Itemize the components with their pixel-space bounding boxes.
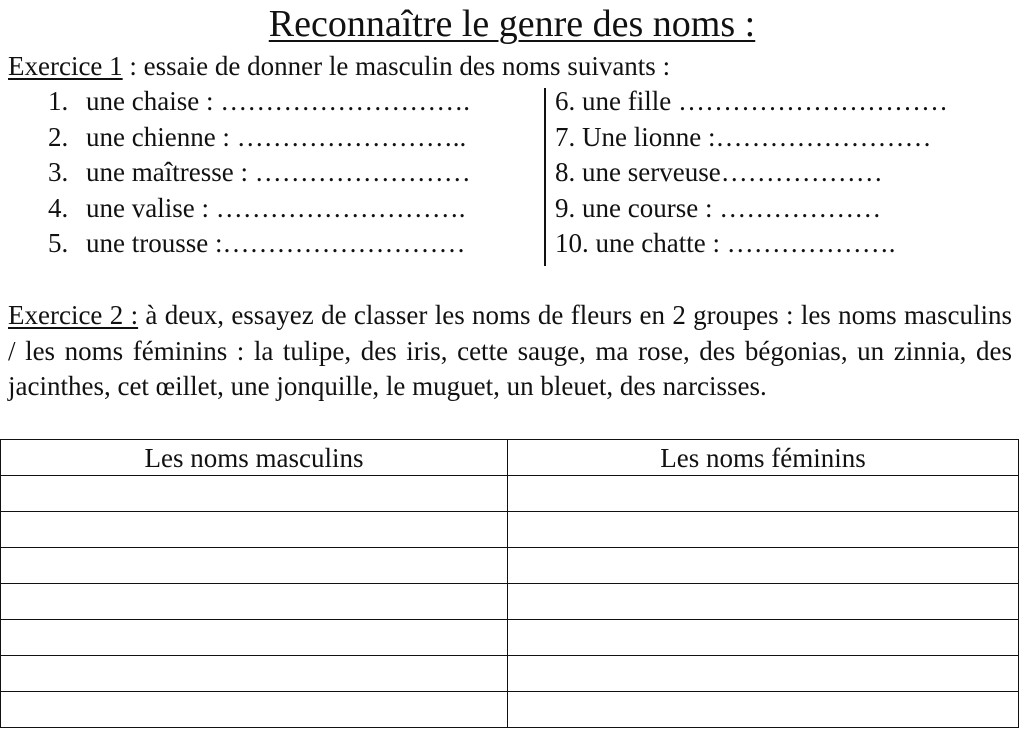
exercise-1-item[interactable] xyxy=(48,120,538,156)
exercise-1-item[interactable]: 9. une course : ……………… xyxy=(555,192,882,223)
column-divider xyxy=(544,88,546,266)
exercise-1-item[interactable]: 6. une fille ………………………… xyxy=(555,86,948,116)
exercise-1-item[interactable] xyxy=(48,226,538,262)
table-row xyxy=(1,620,1019,656)
item-text: une chaise : ………………………. xyxy=(86,86,470,116)
table-row xyxy=(1,656,1019,692)
table-header-row xyxy=(1,440,1019,476)
feminine-answer-cell[interactable] xyxy=(508,692,1019,728)
item-text: une chienne : …………………….. xyxy=(86,121,467,152)
feminine-answer-cell[interactable] xyxy=(508,512,1019,548)
feminine-answer-cell[interactable] xyxy=(508,620,1019,656)
exercise-2-paragraph xyxy=(8,298,1012,405)
masculine-answer-cell[interactable] xyxy=(1,476,508,512)
masculine-answer-cell[interactable] xyxy=(1,620,508,656)
exercise-1-instruction: : essaie de donner le masculin des noms suivants : xyxy=(122,51,671,81)
exercise-1-item[interactable]: 10. une chatte : ………………. xyxy=(555,228,896,258)
exercise-1-item[interactable]: 7. Une lionne :…………………… xyxy=(555,121,932,152)
exercise-1-item[interactable]: 8. une serveuse……………… xyxy=(555,157,883,187)
masculine-answer-cell[interactable] xyxy=(1,656,508,692)
header-masculine: Les noms masculins xyxy=(1,440,508,476)
classification-table xyxy=(0,439,1019,728)
masculine-answer-cell[interactable] xyxy=(1,692,508,728)
table-body xyxy=(1,476,1019,728)
item-number: 2. xyxy=(48,121,69,152)
item-number: 3. xyxy=(48,157,69,187)
table-row xyxy=(1,584,1019,620)
item-number: 1. xyxy=(48,86,69,116)
exercise-1-label: Exercice 1 xyxy=(8,51,123,81)
header-feminine: Les noms féminins xyxy=(508,440,1019,476)
table-row xyxy=(1,476,1019,512)
feminine-answer-cell[interactable] xyxy=(508,476,1019,512)
exercise-1-item[interactable] xyxy=(48,191,538,227)
item-text: une maîtresse : …………………… xyxy=(86,157,471,187)
exercise-1-item[interactable] xyxy=(48,155,538,191)
table-row xyxy=(1,692,1019,728)
page-title: Reconnaître le genre des noms : xyxy=(268,3,756,45)
item-text: une valise : ………………………. xyxy=(86,192,466,223)
exercise-1-list-left xyxy=(48,84,538,262)
item-text: une trousse :……………………… xyxy=(86,228,466,258)
masculine-answer-cell[interactable] xyxy=(1,512,508,548)
masculine-answer-cell[interactable] xyxy=(1,548,508,584)
exercise-1-heading xyxy=(8,50,670,82)
table-row xyxy=(1,548,1019,584)
exercise-2-instruction: à deux, essayez de classer les noms de fleurs en 2 groupes : les noms masculins / les noms féminins : la tulipe, des iris, cette sauge, ma rose, des bégonias, un zinnia, des jacinthes, cet œillet, une jonquille, le muguet, un bleuet, des narcisses. xyxy=(8,300,1012,401)
item-number: 5. xyxy=(48,228,69,258)
masculine-answer-cell[interactable] xyxy=(1,584,508,620)
exercise-2-label: Exercice 2 : xyxy=(8,300,139,330)
table-row xyxy=(1,512,1019,548)
exercise-1-item[interactable] xyxy=(48,84,538,120)
item-number: 4. xyxy=(48,192,69,223)
feminine-answer-cell[interactable] xyxy=(508,656,1019,692)
exercise-1-list-right xyxy=(555,84,1015,262)
feminine-answer-cell[interactable] xyxy=(508,584,1019,620)
feminine-answer-cell[interactable] xyxy=(508,548,1019,584)
